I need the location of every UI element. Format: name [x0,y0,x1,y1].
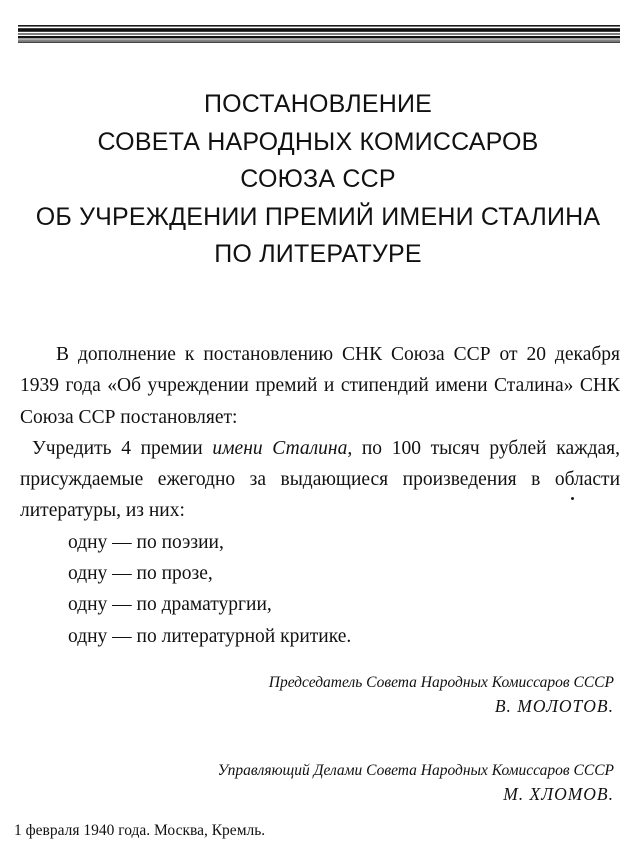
decree-text-italic: имени Сталина, [212,437,353,459]
header-ornamental-rule [18,24,620,44]
title-line: СОВЕТА НАРОДНЫХ КОМИССАРОВ [97,127,539,156]
print-speck [571,497,574,500]
intro-paragraph: В дополнение к постановлению СНК Союза ССР от 20 декабря 1939 года «Об учреждении премий и стипендий имени Сталина» СНК Союза ССР постановляет: [20,344,620,428]
signatory-role: Председатель Совета Народных Комиссаров СССР [268,674,614,691]
title-line: ПОСТАНОВЛЕНИЕ [203,90,433,118]
signatory-name: В. МОЛОТОВ. [494,696,614,716]
signatory-name: М. ХЛОМОВ. [503,784,614,804]
ornamental-rule-graphic [18,24,620,44]
decree-title [0,86,636,274]
signature-block-manager [218,760,614,806]
decree-body [20,339,620,652]
decree-paragraph [20,433,620,527]
list-item: одну — по поэзии, [68,531,224,553]
title-line: ПО ЛИТЕРАТУРЕ [214,240,422,268]
signatory-role: Управляющий Делами Совета Народных Комиссаров СССР [217,762,614,779]
list-item: одну — по прозе, [68,563,213,585]
date-place-line: 1 февраля 1940 года. Москва, Кремль. [14,822,266,839]
list-item: одну — по литературной критике. [68,625,352,647]
signature-block-chairman [269,672,614,718]
title-line: СОЮЗА ССР [240,165,396,193]
decree-text-prefix: Учредить 4 премии [32,437,213,459]
title-line: ОБ УЧРЕЖДЕНИИ ПРЕМИЙ ИМЕНИ СТАЛИНА [35,202,601,231]
list-item: одну — по драматургии, [68,594,272,616]
prize-list [20,527,620,652]
decree-text-suffix: по 100 тысяч рублей каждая, присуждаемые ежегодно за выдающиеся произведения в области литературы, из них: [20,437,620,522]
